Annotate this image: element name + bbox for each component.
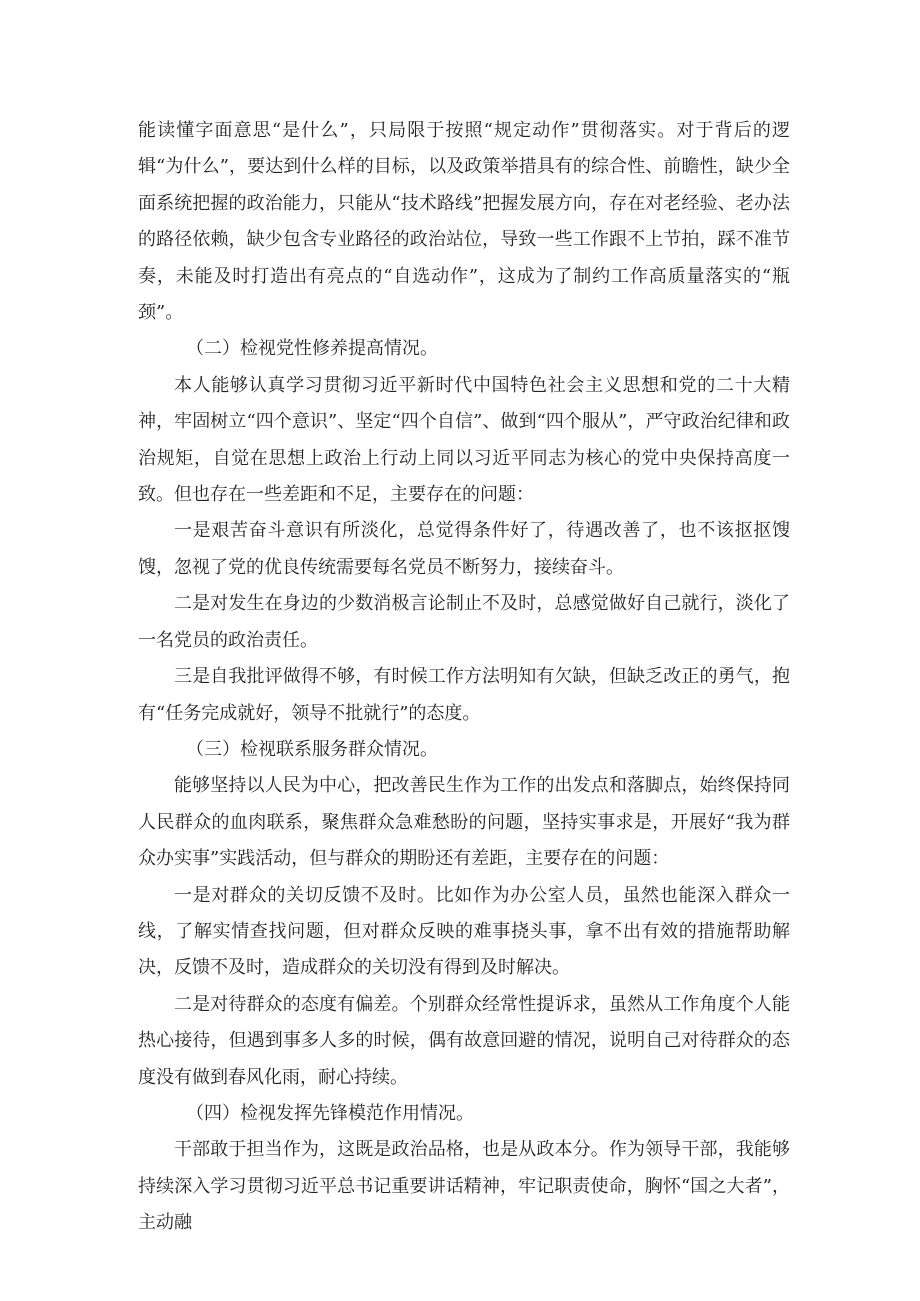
paragraph: 二是对发生在身边的少数消极言论制止不及时，总感觉做好自己就行，淡化了一名党员的政治责任。 xyxy=(138,593,790,651)
paragraph: 一是对群众的关切反馈不及时。比如作为办公室人员，虽然也能深入群众一线，了解实情查找问题，但对群众反映的难事挠头事，拿不出有效的措施帮助解决，反馈不及时，造成群众的关切没有得到及时解决。 xyxy=(138,884,790,979)
document-body xyxy=(138,113,790,1242)
paragraph: 二是对待群众的态度有偏差。个别群众经常性提诉求，虽然从工作角度个人能热心接待，但遇到事多人多的时候，偶有故意回避的情况，说明自己对待群众的态度没有做到春风化雨，耐心持续。 xyxy=(138,993,790,1088)
section-heading-4: （四）检视发挥先锋模范作用情况。 xyxy=(186,1102,474,1124)
section-heading-2: （二）检视党性修养提高情况。 xyxy=(186,338,438,360)
paragraph-continued: 能读懂字面意思“是什么”，只局限于按照“规定动作”贯彻落实。对于背后的逻辑“为什么”，要达到什么样的目标，以及政策举措具有的综合性、前瞻性，缺少全面系统把握的政治能力，只能从“技术路线”把握发展方向，存在对老经验、老办法的路径依赖，缺少包含专业路径的政治站位，导致一些工作跟不上节拍，踩不准节奏，未能及时打造出有亮点的“自选动作”，这成为了制约工作高质量落实的“瓶颈”。 xyxy=(138,120,790,324)
paragraph: 干部敢于担当作为，这既是政治品格，也是从政本分。作为领导干部，我能够持续深入学习贯彻习近平总书记重要讲话精神，牢记职责使命，胸怀“国之大者”，主动融 xyxy=(138,1139,790,1234)
paragraph: 三是自我批评做得不够，有时候工作方法明知有欠缺，但缺乏改正的勇气，抱有“任务完成就好，领导不批就行”的态度。 xyxy=(138,666,790,724)
paragraph: 本人能够认真学习贯彻习近平新时代中国特色社会主义思想和党的二十大精神，牢固树立“四个意识”、坚定“四个自信”、做到“四个服从”，严守政治纪律和政治规矩，自觉在思想上政治上行动上同以习近平同志为核心的党中央保持高度一致。但也存在一些差距和不足，主要存在的问题： xyxy=(138,374,790,506)
paragraph: 一是艰苦奋斗意识有所淡化，总觉得条件好了，待遇改善了，也不该抠抠馊馊，忽视了党的优良传统需要每名党员不断努力，接续奋斗。 xyxy=(138,520,790,578)
section-heading-3: （三）检视联系服务群众情况。 xyxy=(186,738,438,760)
paragraph: 能够坚持以人民为中心，把改善民生作为工作的出发点和落脚点，始终保持同人民群众的血肉联系，聚焦群众急难愁盼的问题，坚持实事求是，开展好“我为群众办实事”实践活动，但与群众的期盼还有差距，主要存在的问题： xyxy=(138,775,790,870)
